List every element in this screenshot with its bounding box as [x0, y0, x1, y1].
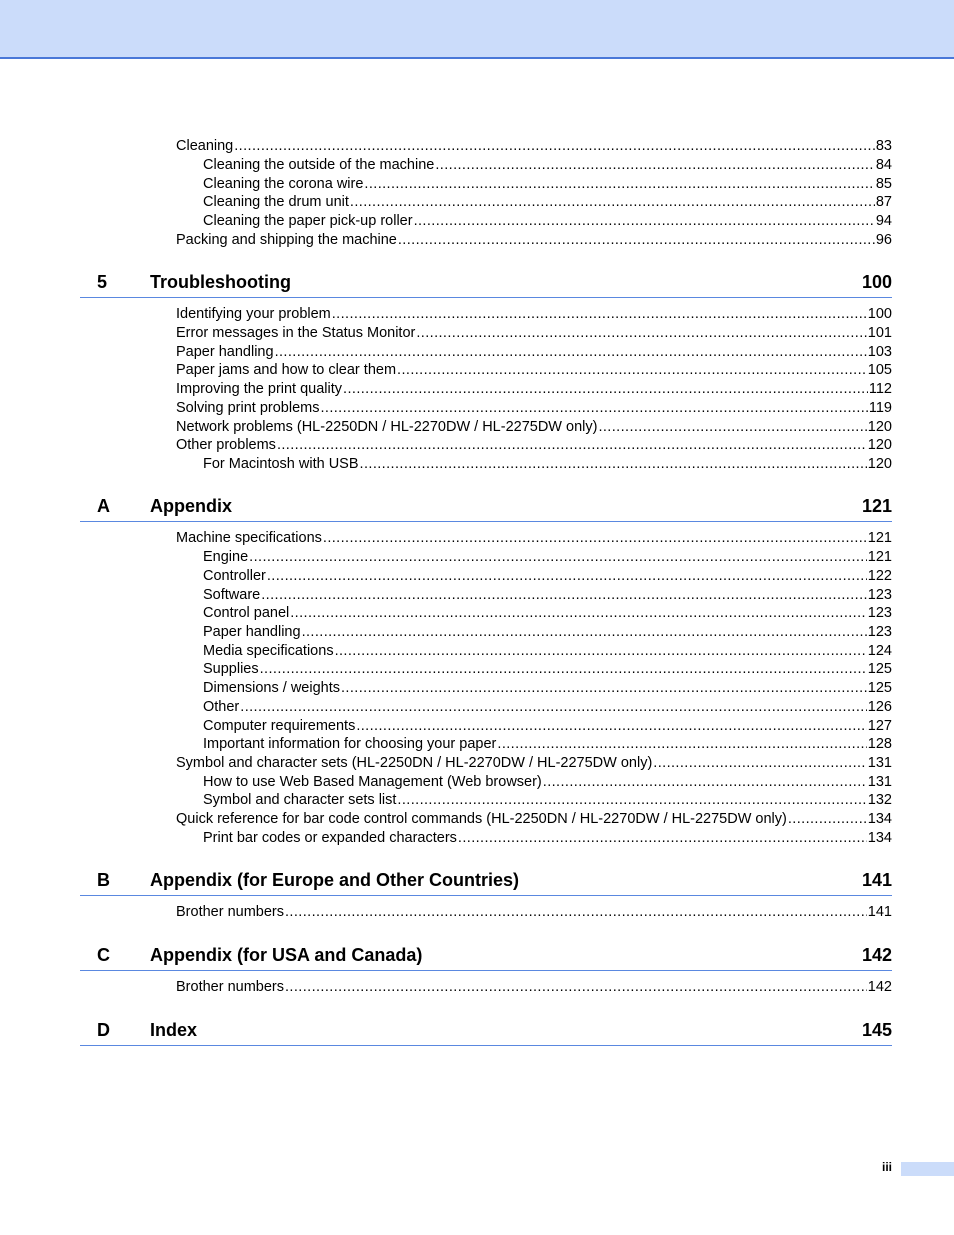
toc-entry-label: Symbol and character sets list [203, 792, 397, 808]
toc-entry[interactable] [203, 623, 892, 642]
toc-entry-page: 123 [867, 605, 892, 621]
chapter-title: Appendix (for USA and Canada) [150, 945, 423, 965]
dot-leader [360, 455, 867, 474]
toc-entry-label: Symbol and character sets (HL-2250DN / HL-2270DW / HL-2275DW only) [176, 755, 653, 771]
toc-entry-label: For Macintosh with USB [203, 456, 359, 472]
toc-entry-label: Cleaning the paper pick-up roller [203, 213, 413, 229]
chapter-heading[interactable] [80, 1017, 892, 1046]
toc-entry-page: 119 [868, 400, 892, 416]
toc-entry-page: 134 [867, 811, 892, 827]
toc-entry-page: 128 [867, 736, 892, 752]
dot-leader [332, 305, 867, 324]
toc-entry[interactable] [203, 212, 892, 231]
toc-entry-label: Brother numbers [176, 979, 284, 995]
toc-entry-label: Paper handling [176, 344, 274, 360]
dot-leader [323, 529, 867, 548]
toc-entry-label: Error messages in the Status Monitor [176, 325, 416, 341]
chapter-title: Appendix (for Europe and Other Countries) [150, 870, 520, 890]
toc-entry[interactable] [176, 436, 892, 455]
toc-entry[interactable] [176, 399, 892, 418]
toc-entry[interactable] [203, 717, 892, 736]
toc-entry-label: Packing and shipping the machine [176, 232, 397, 248]
dot-leader [416, 324, 866, 343]
toc-entry[interactable] [203, 791, 892, 810]
toc-entry[interactable] [203, 193, 892, 212]
toc-entry-page: 131 [867, 755, 892, 771]
chapter-number: 5 [97, 272, 108, 292]
toc-entry-label: Paper jams and how to clear them [176, 362, 397, 378]
chapter-heading[interactable] [80, 867, 892, 896]
dot-leader [364, 175, 874, 194]
toc-entry-page: 85 [875, 176, 892, 192]
toc-entry-label: Controller [203, 568, 266, 584]
toc-entry[interactable] [203, 455, 892, 474]
toc-entry-label: Quick reference for bar code control commands (HL-2250DN / HL-2270DW / HL-2275DW only) [176, 811, 787, 827]
chapter-number: B [97, 870, 110, 890]
toc-entry[interactable] [203, 660, 892, 679]
dot-leader [653, 754, 867, 773]
toc-entry[interactable] [203, 773, 892, 792]
toc-entry[interactable] [203, 642, 892, 661]
chapter-page-number: 100 [861, 272, 892, 292]
dot-leader [397, 361, 867, 380]
chapter-heading[interactable] [80, 269, 892, 298]
dot-leader [234, 137, 875, 156]
toc-entry[interactable] [203, 698, 892, 717]
toc-entry-page: 120 [867, 419, 892, 435]
dot-leader [261, 586, 867, 605]
header-band [0, 0, 954, 59]
toc-entry-label: Supplies [203, 661, 259, 677]
toc-entry-label: Computer requirements [203, 718, 356, 734]
chapter-page-number: 142 [861, 945, 892, 965]
toc-entry[interactable] [176, 529, 892, 548]
toc-entry-label: Improving the print quality [176, 381, 343, 397]
dot-leader [350, 193, 875, 212]
dot-leader [285, 978, 867, 997]
toc-entry-label: Print bar codes or expanded characters [203, 830, 457, 846]
toc-entry-page: 142 [867, 979, 892, 995]
toc-entry-page: 120 [867, 437, 892, 453]
toc-entry-label: Cleaning the corona wire [203, 176, 364, 192]
chapter-heading[interactable] [80, 942, 892, 971]
chapter-title: Appendix [150, 496, 233, 516]
toc-entry-page: 94 [875, 213, 892, 229]
toc-entry-label: Engine [203, 549, 249, 565]
toc-entry-page: 121 [867, 530, 892, 546]
toc-entry-page: 131 [867, 774, 892, 790]
dot-leader [320, 399, 867, 418]
toc-entry-page: 124 [867, 643, 892, 659]
toc-entry-page: 103 [867, 344, 892, 360]
toc-entry[interactable] [176, 810, 892, 829]
dot-leader [335, 642, 867, 661]
toc-entry-page: 120 [867, 456, 892, 472]
toc-entry-page: 123 [867, 587, 892, 603]
toc-entry[interactable] [176, 231, 892, 250]
toc-entry-label: Software [203, 587, 261, 603]
dot-leader [788, 810, 867, 829]
dot-leader [598, 418, 866, 437]
toc-entry-page: 123 [867, 624, 892, 640]
toc-entry-label: Control panel [203, 605, 290, 621]
dot-leader [343, 380, 868, 399]
toc-entry-page: 134 [867, 830, 892, 846]
toc-entry[interactable] [176, 418, 892, 437]
page-number: iii [881, 1160, 892, 1174]
toc-entry-page: 132 [867, 792, 892, 808]
toc-entry-page: 125 [867, 661, 892, 677]
toc-entry-page: 125 [867, 680, 892, 696]
dot-leader [458, 829, 867, 848]
dot-leader [356, 717, 866, 736]
toc-entry-page: 100 [867, 306, 892, 322]
toc-entry-label: Solving print problems [176, 400, 320, 416]
chapter-heading[interactable] [80, 493, 892, 522]
dot-leader [435, 156, 875, 175]
dot-leader [302, 623, 867, 642]
dot-leader [543, 773, 867, 792]
toc-entry-page: 105 [867, 362, 892, 378]
toc-entry-label: Identifying your problem [176, 306, 331, 322]
toc-entry-label: Cleaning [176, 138, 234, 154]
toc-entry[interactable] [203, 829, 892, 848]
chapter-title: Troubleshooting [150, 272, 291, 292]
toc-entry-page: 83 [875, 138, 892, 154]
toc-entry[interactable] [176, 754, 892, 773]
dot-leader [249, 548, 867, 567]
toc-entry[interactable] [176, 324, 892, 343]
toc-entry-page: 112 [868, 381, 892, 397]
chapter-number: A [97, 496, 110, 516]
toc-entry-label: Machine specifications [176, 530, 322, 546]
toc-entry-page: 96 [875, 232, 892, 248]
dot-leader [397, 791, 866, 810]
toc-entry-page: 121 [867, 549, 892, 565]
dot-leader [260, 660, 867, 679]
toc-entry[interactable] [176, 978, 892, 997]
dot-leader [398, 231, 875, 250]
toc-entry[interactable] [203, 586, 892, 605]
chapter-number: C [97, 945, 110, 965]
toc-entry-page: 141 [867, 904, 892, 920]
toc-entry-label: Other problems [176, 437, 276, 453]
toc-entry[interactable] [176, 361, 892, 380]
toc-entry-label: Brother numbers [176, 904, 284, 920]
toc-entry-label: Dimensions / weights [203, 680, 340, 696]
toc-entry[interactable] [203, 567, 892, 586]
toc-entry-label: Cleaning the outside of the machine [203, 157, 435, 173]
toc-entry[interactable] [176, 305, 892, 324]
toc-entry[interactable] [203, 735, 892, 754]
dot-leader [267, 567, 867, 586]
dot-leader [240, 698, 867, 717]
chapter-page-number: 141 [861, 870, 892, 890]
dot-leader [275, 343, 867, 362]
dot-leader [341, 679, 867, 698]
toc-entry-label: Other [203, 699, 240, 715]
toc-entry-page: 126 [867, 699, 892, 715]
toc-entry[interactable] [176, 380, 892, 399]
toc-entry[interactable] [203, 156, 892, 175]
toc-entry-label: Media specifications [203, 643, 334, 659]
chapter-page-number: 145 [861, 1020, 892, 1040]
toc-entry-page: 101 [867, 325, 892, 341]
dot-leader [414, 212, 875, 231]
toc-entry[interactable] [203, 679, 892, 698]
dot-leader [497, 735, 866, 754]
chapter-page-number: 121 [861, 496, 892, 516]
chapter-title: Index [150, 1020, 198, 1040]
toc-entry-label: Network problems (HL-2250DN / HL-2270DW / HL-2275DW only) [176, 419, 598, 435]
toc-entry-page: 127 [867, 718, 892, 734]
footer-band [901, 1162, 954, 1176]
toc-entry-label: Important information for choosing your paper [203, 736, 497, 752]
toc-entry[interactable] [203, 175, 892, 194]
toc-entry[interactable] [203, 604, 892, 623]
toc-entry-label: How to use Web Based Management (Web browser) [203, 774, 542, 790]
toc-entry[interactable] [176, 903, 892, 922]
toc-entry[interactable] [176, 343, 892, 362]
dot-leader [290, 604, 867, 623]
toc-entry-label: Paper handling [203, 624, 301, 640]
toc-entry-label: Cleaning the drum unit [203, 194, 349, 210]
toc-entry-page: 84 [875, 157, 892, 173]
dot-leader [277, 436, 867, 455]
dot-leader [285, 903, 867, 922]
chapter-number: D [97, 1020, 110, 1040]
toc-entry-page: 122 [867, 568, 892, 584]
toc-entry[interactable] [176, 137, 892, 156]
toc-entry-page: 87 [875, 194, 892, 210]
toc-entry[interactable] [203, 548, 892, 567]
